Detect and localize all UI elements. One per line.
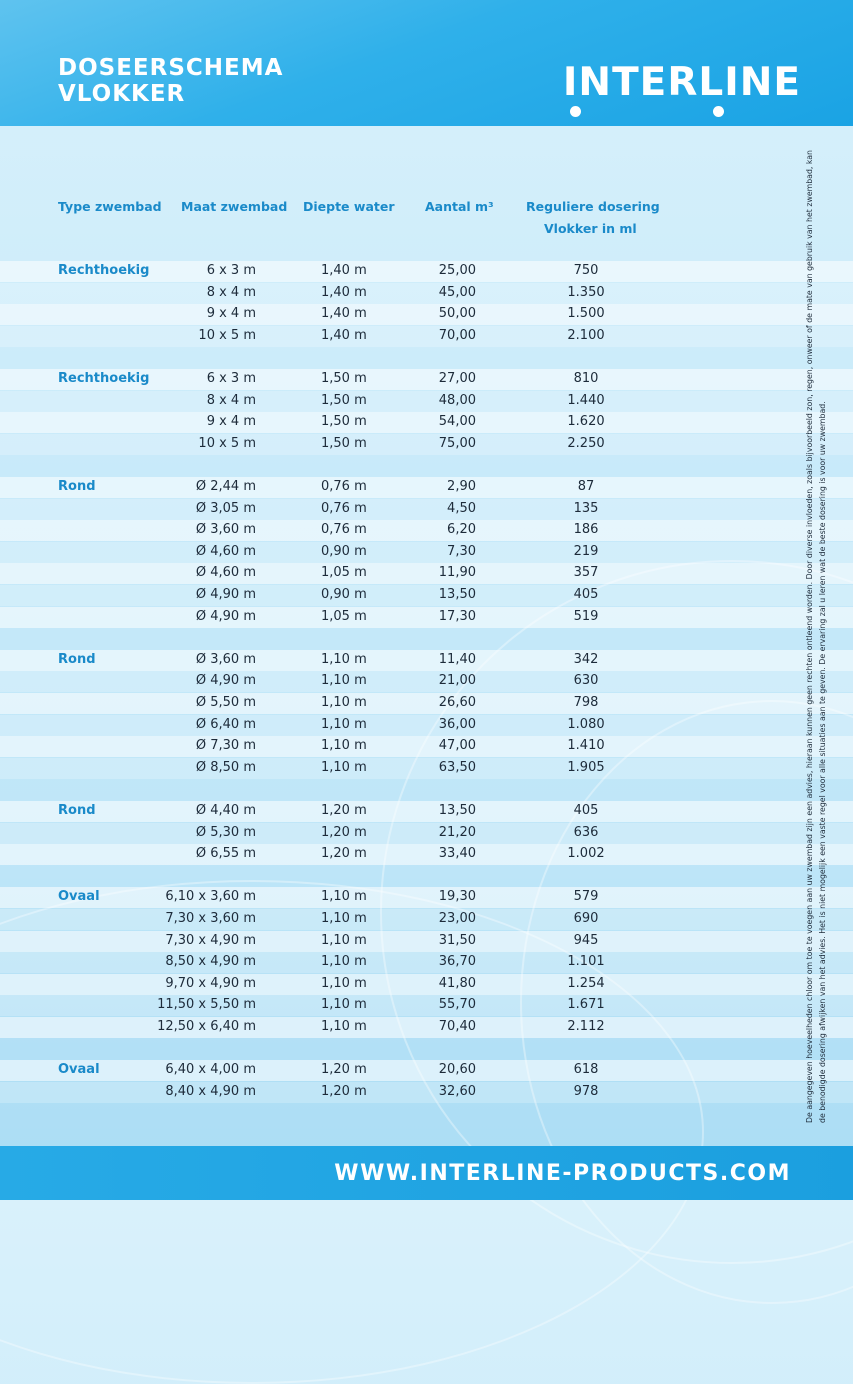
volume-cell: 36,00 (438, 717, 476, 732)
volume-cell: 13,50 (438, 803, 476, 818)
disclaimer-note: De aangegeven hoeveelheden chloor om toe te voegen aan uw zwembad zijn een advies, hieraan kunnen geen rechten ontleend worden. Door diverse invloeden, zoals bijvoorbeeld zon, regen, onweer of de mate van gebruik van het zwembad, kan de benodigde dosering afwijken van het advies. Het is niet mogelijk een vaste regel voor alle situaties aan te geven. De ervaring zal u leren wat de beste dosering is voor uw zwembad. (805, 150, 827, 1123)
page-title-line1: DOSEERSCHEMA (58, 55, 284, 81)
dosage-cell: 810 (573, 371, 599, 386)
dosage-cell: 219 (573, 544, 599, 559)
dosage-cell: 405 (573, 803, 599, 818)
pool-size-cell: Ø 5,50 m (195, 695, 256, 710)
dosage-cell: 579 (573, 889, 599, 904)
pool-type-label: Rechthoekig (58, 263, 150, 278)
dosage-cell: 519 (573, 609, 599, 624)
pool-size-cell: 6 x 3 m (206, 371, 256, 386)
dosage-cell: 1.671 (567, 997, 605, 1012)
pool-type-label: Rechthoekig (58, 371, 150, 386)
water-depth-cell: 1,10 m (321, 673, 367, 688)
pool-size-cell: 9 x 4 m (206, 414, 256, 429)
dosage-cell: 87 (577, 479, 595, 494)
dosage-cell: 750 (573, 263, 599, 278)
water-depth-cell: 1,20 m (321, 825, 367, 840)
dosage-cell: 1.101 (567, 954, 605, 969)
water-depth-cell: 1,20 m (321, 1084, 367, 1099)
dosage-cell: 618 (573, 1062, 599, 1077)
page-title (58, 55, 283, 107)
pool-size-cell: 12,50 x 6,40 m (157, 1019, 256, 1034)
pool-size-cell: Ø 4,60 m (195, 565, 256, 580)
dosage-cell: 690 (573, 911, 599, 926)
volume-cell: 23,00 (438, 911, 476, 926)
dosage-cell: 2.112 (567, 1019, 605, 1034)
volume-cell: 45,00 (438, 285, 476, 300)
water-depth-cell: 1,10 m (321, 911, 367, 926)
pool-size-cell: 7,30 x 4,90 m (165, 933, 256, 948)
pool-size-cell: Ø 6,55 m (195, 846, 256, 861)
dosage-cell: 186 (573, 522, 599, 537)
water-depth-cell: 1,10 m (321, 933, 367, 948)
water-depth-cell: 1,50 m (321, 436, 367, 451)
dosage-cell: 2.250 (567, 436, 605, 451)
water-depth-cell: 0,76 m (321, 479, 367, 494)
water-depth-cell: 1,20 m (321, 846, 367, 861)
dosage-cell: 342 (573, 652, 599, 667)
pool-size-cell: 7,30 x 3,60 m (165, 911, 256, 926)
pool-size-cell: Ø 4,60 m (195, 544, 256, 559)
pool-size-cell: 10 x 5 m (198, 436, 256, 451)
pool-size-cell: Ø 3,60 m (195, 522, 256, 537)
volume-cell: 11,40 (438, 652, 476, 667)
volume-cell: 6,20 (447, 522, 476, 537)
dosage-cell: 357 (573, 565, 599, 580)
water-depth-cell: 0,76 m (321, 501, 367, 516)
column-header-dosage-unit: Vlokker in ml (544, 221, 637, 236)
dosage-cell: 1.350 (567, 285, 605, 300)
interline-logo (563, 60, 801, 105)
pool-size-cell: 9,70 x 4,90 m (165, 976, 256, 991)
pool-size-cell: Ø 4,40 m (195, 803, 256, 818)
pool-type-label: Rond (58, 803, 96, 818)
pool-size-cell: Ø 6,40 m (195, 717, 256, 732)
volume-cell: 50,00 (438, 306, 476, 321)
column-header-size: Maat zwembad (181, 199, 288, 214)
volume-cell: 13,50 (438, 587, 476, 602)
column-header-depth: Diepte water (303, 199, 395, 214)
pool-type-label: Ovaal (58, 1062, 100, 1077)
dosage-cell: 945 (573, 933, 599, 948)
water-depth-cell: 1,10 m (321, 695, 367, 710)
water-depth-cell: 1,10 m (321, 889, 367, 904)
volume-cell: 7,30 (447, 544, 476, 559)
volume-cell: 70,00 (438, 328, 476, 343)
volume-cell: 4,50 (447, 501, 476, 516)
water-depth-cell: 0,76 m (321, 522, 367, 537)
dosage-cell: 798 (573, 695, 599, 710)
website-link[interactable]: WWW.INTERLINE-PRODUCTS.COM (334, 1161, 791, 1186)
pool-size-cell: Ø 5,30 m (195, 825, 256, 840)
water-depth-cell: 1,10 m (321, 1019, 367, 1034)
water-depth-cell: 1,05 m (321, 609, 367, 624)
water-depth-cell: 1,10 m (321, 652, 367, 667)
pool-size-cell: 8 x 4 m (206, 285, 256, 300)
water-depth-cell: 1,40 m (321, 328, 367, 343)
dosage-cell: 1.410 (567, 738, 605, 753)
volume-cell: 19,30 (438, 889, 476, 904)
dosage-cell: 1.500 (567, 306, 605, 321)
volume-cell: 21,20 (438, 825, 476, 840)
water-depth-cell: 1,10 m (321, 954, 367, 969)
column-header-type: Type zwembad (58, 199, 162, 214)
volume-cell: 32,60 (438, 1084, 476, 1099)
water-depth-cell: 1,05 m (321, 565, 367, 580)
dosage-cell: 978 (573, 1084, 599, 1099)
volume-cell: 26,60 (438, 695, 476, 710)
dosage-cell: 2.100 (567, 328, 605, 343)
pool-size-cell: Ø 4,90 m (195, 587, 256, 602)
footer-banner (0, 1146, 853, 1200)
volume-cell: 20,60 (438, 1062, 476, 1077)
logo-drop-icon (713, 106, 724, 117)
water-depth-cell: 1,10 m (321, 738, 367, 753)
pool-size-cell: Ø 3,60 m (195, 652, 256, 667)
pool-size-cell: 6,10 x 3,60 m (165, 889, 256, 904)
volume-cell: 21,00 (438, 673, 476, 688)
water-depth-cell: 1,40 m (321, 285, 367, 300)
pool-size-cell: 6,40 x 4,00 m (165, 1062, 256, 1077)
water-depth-cell: 1,10 m (321, 717, 367, 732)
pool-size-cell: 10 x 5 m (198, 328, 256, 343)
water-depth-cell: 1,50 m (321, 371, 367, 386)
volume-cell: 75,00 (438, 436, 476, 451)
dosage-cell: 1.905 (567, 760, 605, 775)
dosage-cell: 1.440 (567, 393, 605, 408)
pool-size-cell: 8,50 x 4,90 m (165, 954, 256, 969)
water-depth-cell: 1,40 m (321, 263, 367, 278)
pool-type-label: Rond (58, 652, 96, 667)
pool-type-label: Ovaal (58, 889, 100, 904)
water-depth-cell: 1,20 m (321, 1062, 367, 1077)
pool-size-cell: Ø 4,90 m (195, 609, 256, 624)
volume-cell: 31,50 (438, 933, 476, 948)
pool-size-cell: Ø 3,05 m (195, 501, 256, 516)
water-depth-cell: 1,10 m (321, 760, 367, 775)
pool-size-cell: Ø 4,90 m (195, 673, 256, 688)
pool-size-cell: Ø 8,50 m (195, 760, 256, 775)
water-depth-cell: 1,10 m (321, 976, 367, 991)
volume-cell: 36,70 (438, 954, 476, 969)
dosage-cell: 636 (573, 825, 599, 840)
logo-text: INTERLINE (562, 60, 801, 105)
water-depth-cell: 1,40 m (321, 306, 367, 321)
logo-drop-icon (570, 106, 581, 117)
pool-size-cell: 8,40 x 4,90 m (165, 1084, 256, 1099)
pool-size-cell: 11,50 x 5,50 m (157, 997, 256, 1012)
volume-cell: 2,90 (447, 479, 476, 494)
volume-cell: 33,40 (438, 846, 476, 861)
water-depth-cell: 0,90 m (321, 587, 367, 602)
volume-cell: 27,00 (438, 371, 476, 386)
dosage-cell: 1.254 (567, 976, 605, 991)
volume-cell: 17,30 (438, 609, 476, 624)
column-header-dosage: Reguliere dosering (526, 199, 660, 214)
volume-cell: 70,40 (438, 1019, 476, 1034)
dosage-cell: 405 (573, 587, 599, 602)
pool-size-cell: Ø 7,30 m (195, 738, 256, 753)
page-title-line2: VLOKKER (58, 81, 186, 107)
volume-cell: 47,00 (438, 738, 476, 753)
water-depth-cell: 1,10 m (321, 997, 367, 1012)
pool-size-cell: Ø 2,44 m (195, 479, 256, 494)
pool-size-cell: 6 x 3 m (206, 263, 256, 278)
dosage-cell: 1.620 (567, 414, 605, 429)
pool-type-label: Rond (58, 479, 96, 494)
volume-cell: 63,50 (438, 760, 476, 775)
water-depth-cell: 1,20 m (321, 803, 367, 818)
volume-cell: 54,00 (438, 414, 476, 429)
volume-cell: 55,70 (438, 997, 476, 1012)
water-depth-cell: 1,50 m (321, 414, 367, 429)
water-depth-cell: 0,90 m (321, 544, 367, 559)
dosage-cell: 1.080 (567, 717, 605, 732)
dosage-cell: 135 (573, 501, 599, 516)
dosage-cell: 630 (573, 673, 599, 688)
water-depth-cell: 1,50 m (321, 393, 367, 408)
pool-size-cell: 9 x 4 m (206, 306, 256, 321)
dosage-cell: 1.002 (567, 846, 605, 861)
volume-cell: 25,00 (438, 263, 476, 278)
column-header-volume: Aantal m³ (425, 199, 494, 214)
volume-cell: 11,90 (438, 565, 476, 580)
pool-size-cell: 8 x 4 m (206, 393, 256, 408)
volume-cell: 41,80 (438, 976, 476, 991)
volume-cell: 48,00 (438, 393, 476, 408)
header-banner (0, 0, 853, 126)
